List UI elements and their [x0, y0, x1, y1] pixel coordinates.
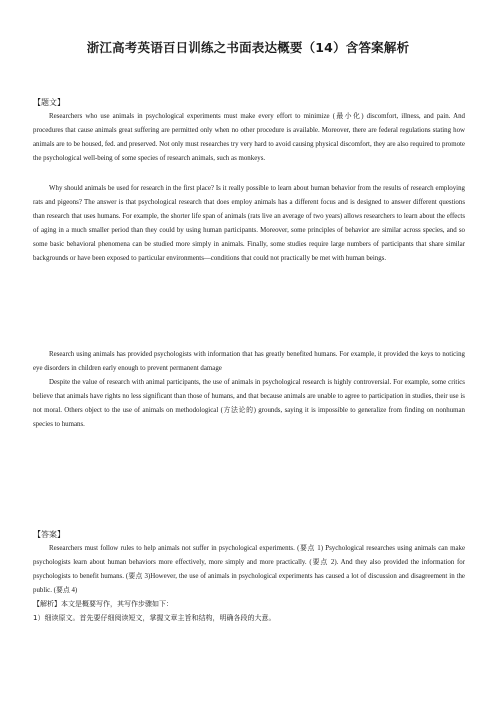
answer-label: 【答案】 — [33, 530, 65, 539]
passage-paragraph-3: Research using animals has provided psychologists with information that has greatly benefited humans. For example, it provided the keys to noticing eye disorders in children early enough to prevent permanent damage — [33, 351, 465, 372]
answer-paragraph: Researchers must follow rules to help animals not suffer in psychological experiments. (要点 1) Psychological researches using animals can make psychologists learn about human behaviors more effectively, more simply and more practically. (要点 2). And they also provided the information for psychologists to benefit humans. (要点 3)However, the use of animals in psychological experiments has caused a lot of discussion and disagreement in the public. (要点 4) — [33, 545, 465, 594]
analysis-step-1: 1）细读原文。首先要仔细阅读短文，掌握文章主旨和结构，明确各段的大意。 — [33, 614, 276, 622]
passage-paragraph-2: Why should animals be used for research in the first place? Is it really possible to learn about human behavior from the results of research employing rats and pigeons? The answer is that psychological research that does employ animals has a different focus and is designed to answer different questions than research that uses humans. For example, the shorter life span of animals (rats live an average of two years) allows researchers to learn about the effects of aging in a much smaller period than they could by using human participants. Moreover, some principles of behavior are similar across species, and so some basic behavioral phenomena can be studied more simply in animals. Finally, some studies require large numbers of participants that share similar backgrounds or have been exposed to particular environments—conditions that could not practically be met with human beings. — [33, 185, 465, 262]
passage-paragraph-4: Despite the value of research with animal participants, the use of animals in psychological research is highly controversial. For example, some critics believe that animals have rights no less significant than those of humans, and that because animals are unable to agree to participation in studies, their use is not moral. Others object to the use of animals on methodological (方法论的) grounds, saying it is impossible to generalize from finding on nonhuman species to humans. — [33, 379, 465, 428]
page-title: 浙江高考英语百日训练之书面表达概要（14）含答案解析 — [86, 40, 410, 55]
analysis-line: 【解析】本文是概要写作，其写作步骤如下： — [33, 600, 173, 608]
passage-paragraph-1: Researchers who use animals in psychological experiments must make every effort to minimize (最小化) discomfort, illness, and pain. And procedures that cause animals great suffering are permitted only when no other procedure is available. Moreover, there are federal regulations stating how animals are to be housed, fed. and preserved. Not only must researches try very hard to avoid causing physical discomfort, they are also required to promote the psychological well-being of some species of research animals, such as monkeys. — [33, 113, 465, 162]
passage-label: 【题文】 — [33, 98, 65, 107]
